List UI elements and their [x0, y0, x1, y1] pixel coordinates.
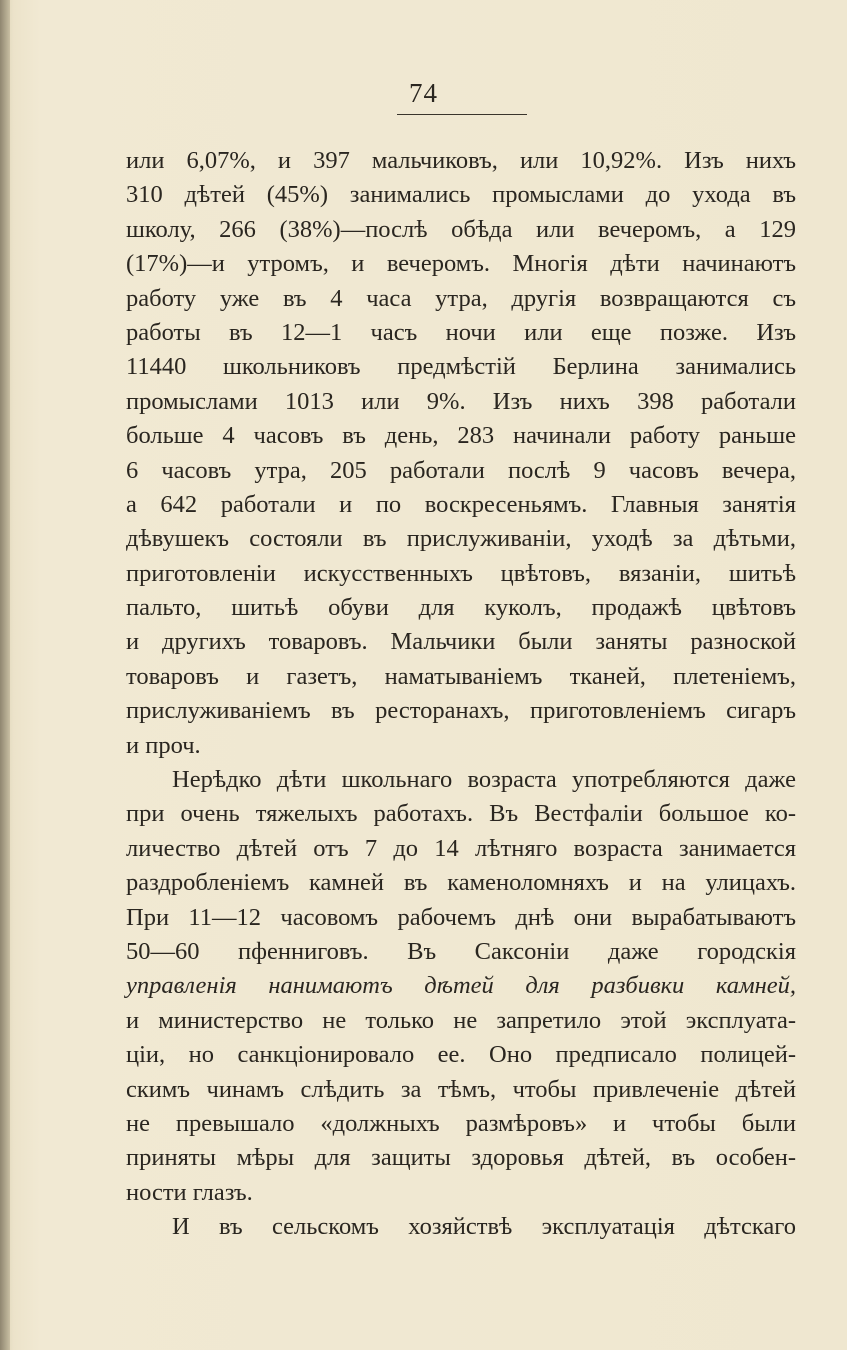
text-line: промыслами 1013 или 9%. Изъ нихъ 398 работали [126, 387, 796, 415]
body-text [126, 144, 796, 1245]
text-line: работу уже въ 4 часа утра, другія возвращаются съ [126, 284, 796, 312]
text-line: 310 дѣтей (45%) занимались промыслами до ухода въ [126, 181, 796, 209]
text-line: ціи, но санкціонировало ее. Оно предписало полицей- [126, 1041, 796, 1069]
text-line: Нерѣдко дѣти школьнаго возраста употребляются даже [172, 766, 796, 794]
text-line: и проч. [126, 731, 201, 759]
text-line: 6 часовъ утра, 205 работали послѣ 9 часовъ вечера, [126, 456, 796, 484]
text-line: товаровъ и газетъ, наматываніемъ тканей, плетеніемъ, [126, 662, 796, 690]
text-line: ности глазъ. [126, 1178, 253, 1206]
paragraph-1 [126, 144, 796, 763]
text-line: скимъ чинамъ слѣдить за тѣмъ, чтобы привлеченіе дѣтей [126, 1075, 796, 1103]
text-line: 50—60 пфенниговъ. Въ Саксоніи даже городскія [126, 937, 796, 965]
text-line: дѣвушекъ состояли въ прислуживаніи, уходѣ за дѣтьми, [126, 525, 796, 553]
text-line: раздробленіемъ камней въ каменоломняхъ и на улицахъ. [126, 869, 796, 897]
text-line: или 6,07%, и 397 мальчиковъ, или 10,92%. Изъ нихъ [126, 147, 796, 174]
text-line: и министерство не только не запретило этой эксплуата- [126, 1006, 796, 1034]
page-spine-edge [0, 0, 10, 1350]
text-line: при очень тяжелыхъ работахъ. Въ Вестфаліи большое ко- [126, 800, 796, 828]
paragraph-2 [126, 763, 796, 1210]
text-line: и другихъ товаровъ. Мальчики были заняты разноской [126, 628, 796, 656]
text-line: а 642 работали и по воскресеньямъ. Главныя занятія [126, 490, 796, 518]
text-line: При 11—12 часовомъ рабочемъ днѣ они вырабатываютъ [126, 903, 796, 931]
text-line: работы въ 12—1 часъ ночи или еще позже. Изъ [126, 318, 796, 346]
text-line: И въ сельскомъ хозяйствѣ эксплуатація дѣтскаго [172, 1213, 796, 1241]
page-number-rule [397, 114, 527, 115]
text-line-italic: управленія нанимаютъ дѣтей для разбивки камней, [126, 972, 796, 1000]
text-line: 11440 школьниковъ предмѣстій Берлина занимались [126, 353, 796, 381]
text-line: прислуживаніемъ въ ресторанахъ, приготовленіемъ сигаръ [126, 697, 796, 725]
text-line: не превышало «должныхъ размѣровъ» и чтобы были [126, 1109, 796, 1137]
page-number: 74 [409, 78, 438, 108]
text-line: больше 4 часовъ въ день, 283 начинали работу раньше [126, 422, 796, 450]
text-line: школу, 266 (38%)—послѣ обѣда или вечеромъ, а 129 [126, 215, 796, 243]
text-line: приняты мѣры для защиты здоровья дѣтей, въ особен- [126, 1144, 796, 1172]
paragraph-3 [126, 1210, 796, 1244]
text-line: (17%)—и утромъ, и вечеромъ. Многія дѣти начинаютъ [126, 250, 796, 278]
text-line: личество дѣтей отъ 7 до 14 лѣтняго возраста занимается [126, 834, 796, 862]
text-line: приготовленіи искусственныхъ цвѣтовъ, вязаніи, шитьѣ [126, 559, 796, 587]
text-line: пальто, шитьѣ обуви для куколъ, продажѣ цвѣтовъ [126, 594, 796, 622]
